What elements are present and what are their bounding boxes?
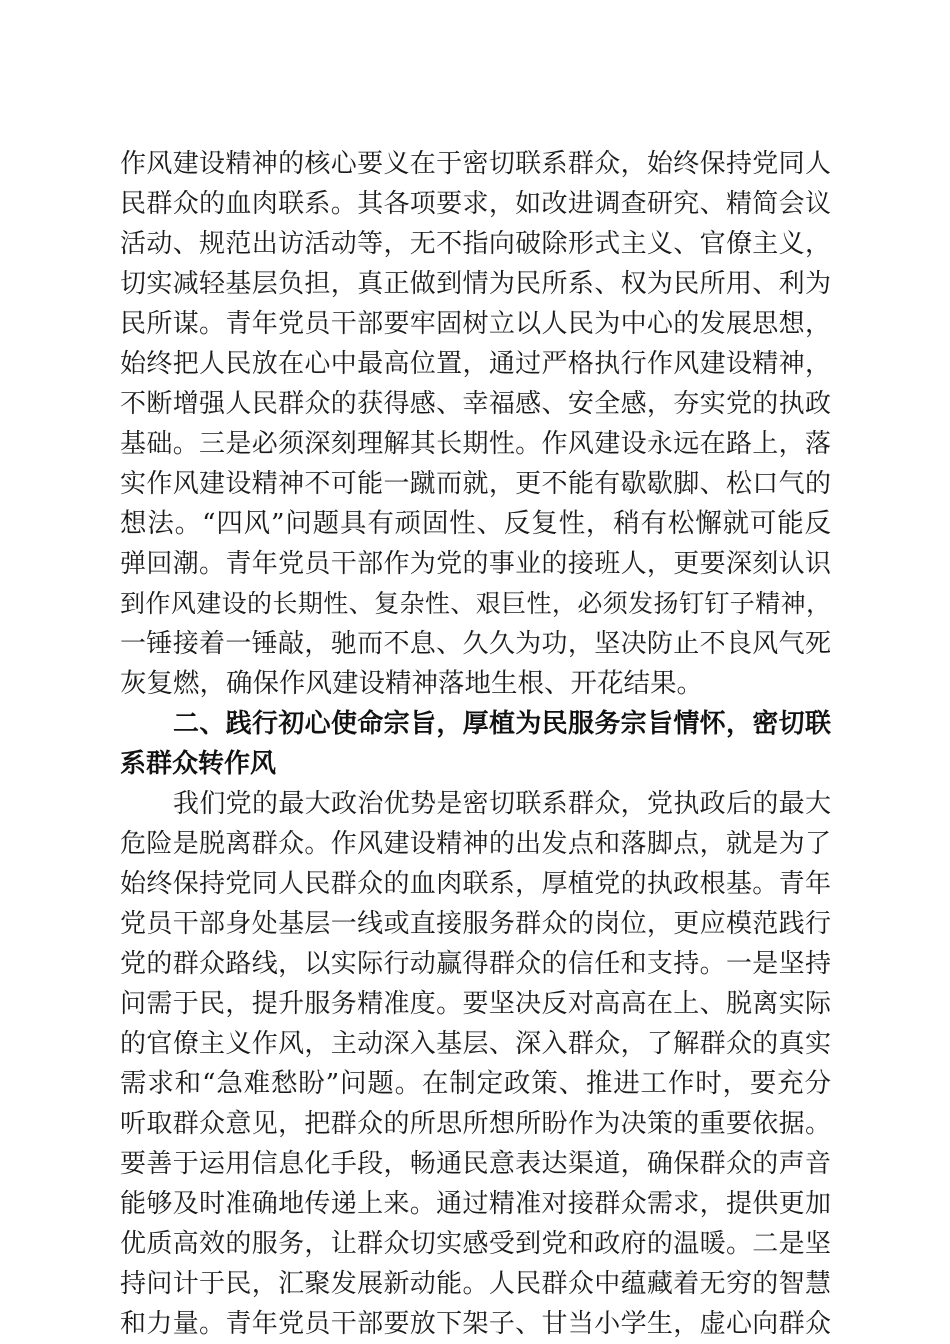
- text-line: 想法。“四风”问题具有顽固性、反复性，稍有松懈就可能反: [120, 508, 831, 539]
- text-line: 实作风建设精神不可能一蹴而就，更不能有歇歇脚、松口气的: [120, 469, 831, 499]
- heading-line: 系群众转作风: [120, 749, 277, 779]
- text-line: 问需于民，提升服务精准度。要坚决反对高高在上、脱离实际: [120, 989, 831, 1019]
- text-line: 民所谋。青年党员干部要牢固树立以人民为中心的发展思想，: [120, 309, 831, 339]
- text-line: 活动、规范出访活动等，无不指向破除形式主义、官僚主义，: [120, 229, 831, 259]
- text-line: 民群众的血肉联系。其各项要求，如改进调查研究、精简会议: [120, 189, 831, 219]
- text-line: 要善于运用信息化手段，畅通民意表达渠道，确保群众的声音: [120, 1149, 831, 1179]
- text-line: 不断增强人民群众的获得感、幸福感、安全感，夯实党的执政: [120, 389, 831, 419]
- text-line: 听取群众意见，把群众的所思所想所盼作为决策的重要依据。: [120, 1109, 831, 1139]
- text-line: 党的群众路线，以实际行动赢得群众的信任和支持。一是坚持: [120, 949, 831, 979]
- text-line: 作风建设精神的核心要义在于密切联系群众，始终保持党同人: [120, 149, 831, 179]
- text-line: 切实减轻基层负担，真正做到情为民所系、权为民所用、利为: [120, 269, 831, 299]
- text-line: 始终把人民放在心中最高位置，通过严格执行作风建设精神，: [120, 349, 831, 379]
- text-line: 危险是脱离群众。作风建设精神的出发点和落脚点，就是为了: [120, 829, 831, 859]
- text-line: 一锤接着一锤敲，驰而不息、久久为功，坚决防止不良风气死: [120, 629, 831, 659]
- text-line: 弹回潮。青年党员干部作为党的事业的接班人，更要深刻认识: [120, 549, 831, 579]
- text-line: 持问计于民，汇聚发展新动能。人民群众中蕴藏着无穷的智慧: [120, 1269, 831, 1299]
- text-line: 能够及时准确地传递上来。通过精准对接群众需求，提供更加: [120, 1189, 831, 1219]
- text-line: 到作风建设的长期性、复杂性、艰巨性，必须发扬钉钉子精神，: [120, 589, 831, 618]
- text-line: 灰复燃，确保作风建设精神落地生根、开花结果。: [120, 668, 703, 699]
- text-line: 和力量。青年党员干部要放下架子、甘当小学生，虚心向群众: [120, 1309, 831, 1339]
- text-line: 的官僚主义作风，主动深入基层、深入群众，了解群众的真实: [120, 1029, 831, 1059]
- text-line: 始终保持党同人民群众的血肉联系，厚植党的执政根基。青年: [120, 869, 831, 899]
- text-line: 我们党的最大政治优势是密切联系群众，党执政后的最大: [173, 789, 831, 819]
- text-line: 需求和“急难愁盼”问题。在制定政策、推进工作时，要充分: [120, 1068, 831, 1099]
- text-line: 优质高效的服务，让群众切实感受到党和政府的温暖。二是坚: [120, 1229, 831, 1259]
- text-line: 基础。三是必须深刻理解其长期性。作风建设永远在路上，落: [120, 429, 831, 459]
- heading-line: 二、践行初心使命宗旨，厚植为民服务宗旨情怀，密切联: [173, 709, 831, 739]
- text-line: 党员干部身处基层一线或直接服务群众的岗位，更应模范践行: [120, 909, 831, 939]
